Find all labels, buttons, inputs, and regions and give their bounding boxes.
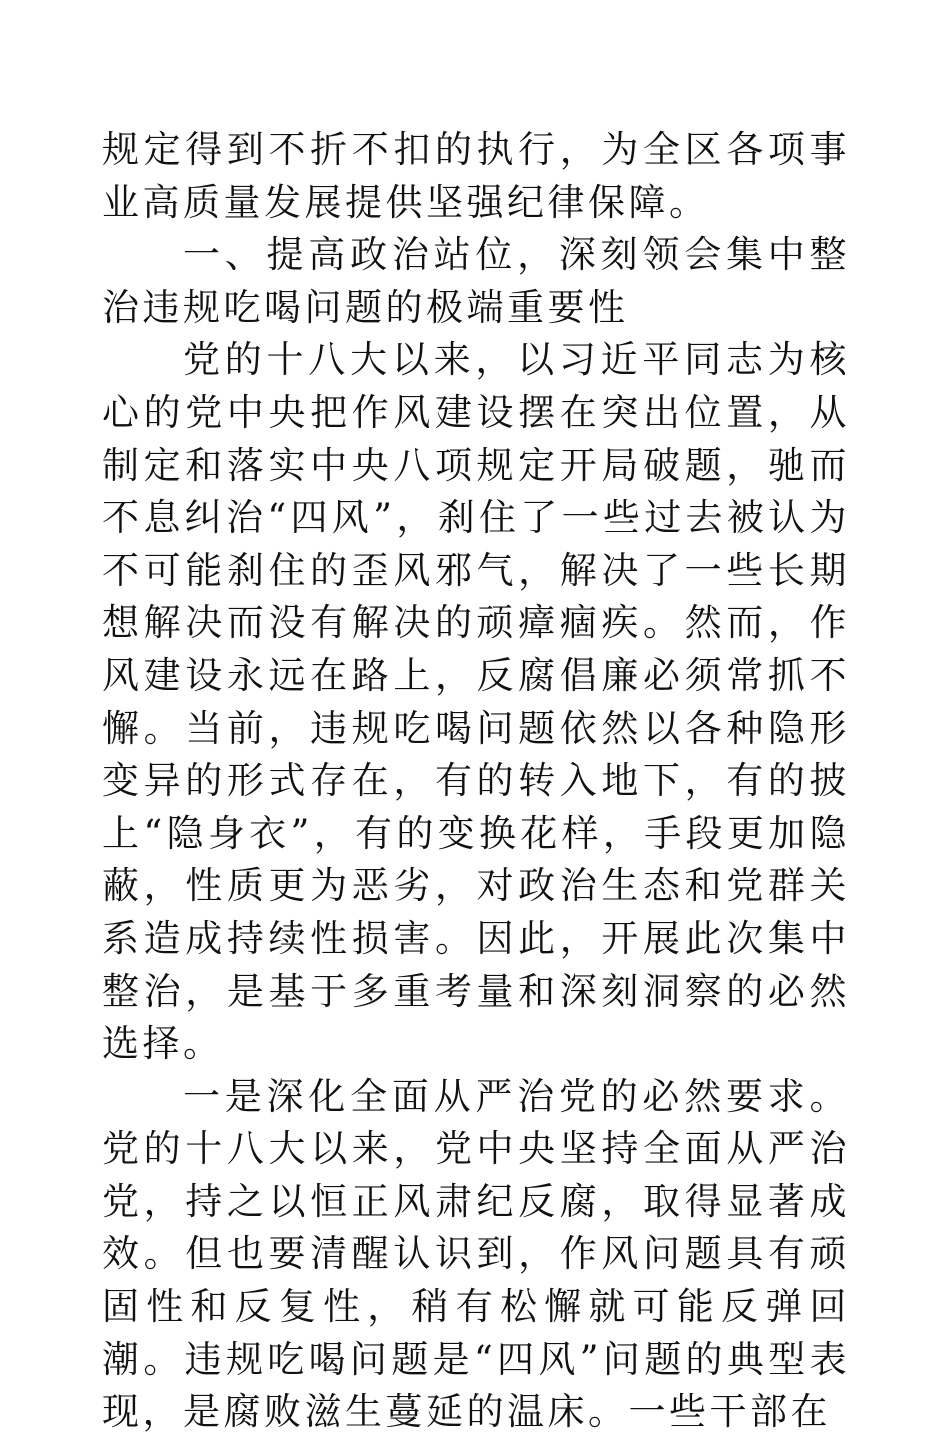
paragraph-background: 党的十八大以来，以习近平同志为核心的党中央把作风建设摆在突出位置，从制定和落实中央八项规定开局破题，驰而不息纠治“四风”，刹住了一些过去被认为不可能刹住的歪风邪气，解决了一些长期想解决而没有解决的顽瘴痼疾。然而，作风建设永远在路上，反腐倡廉必须常抓不懈。当前，违规吃喝问题依然以各种隐形变异的形式存在，有的转入地下，有的披上“隐身衣”，有的变换花样，手段更加隐蔽，性质更为恶劣，对政治生态和党群关系造成持续性损害。因此，开展此次集中整治，是基于多重考量和深刻洞察的必然选择。 (102, 338, 850, 1066)
paragraph-point-one: 一是深化全面从严治党的必然要求。党的十八大以来，党中央坚持全面从严治党，持之以恒正风肃纪反腐，取得显著成效。但也要清醒认识到，作风问题具有顽固性和反复性，稍有松懈就可能反弹回潮。违规吃喝问题是“四风”问题的典型表现，是腐败滋生蔓延的温床。一些干部在 (102, 1074, 850, 1434)
document-body (102, 124, 850, 1439)
section-heading: 一、提高政治站位，深刻领会集中整治违规吃喝问题的极端重要性 (102, 233, 850, 329)
paragraph-continuation: 规定得到不折不扣的执行，为全区各项事业高质量发展提供坚强纪律保障。 (102, 128, 850, 224)
